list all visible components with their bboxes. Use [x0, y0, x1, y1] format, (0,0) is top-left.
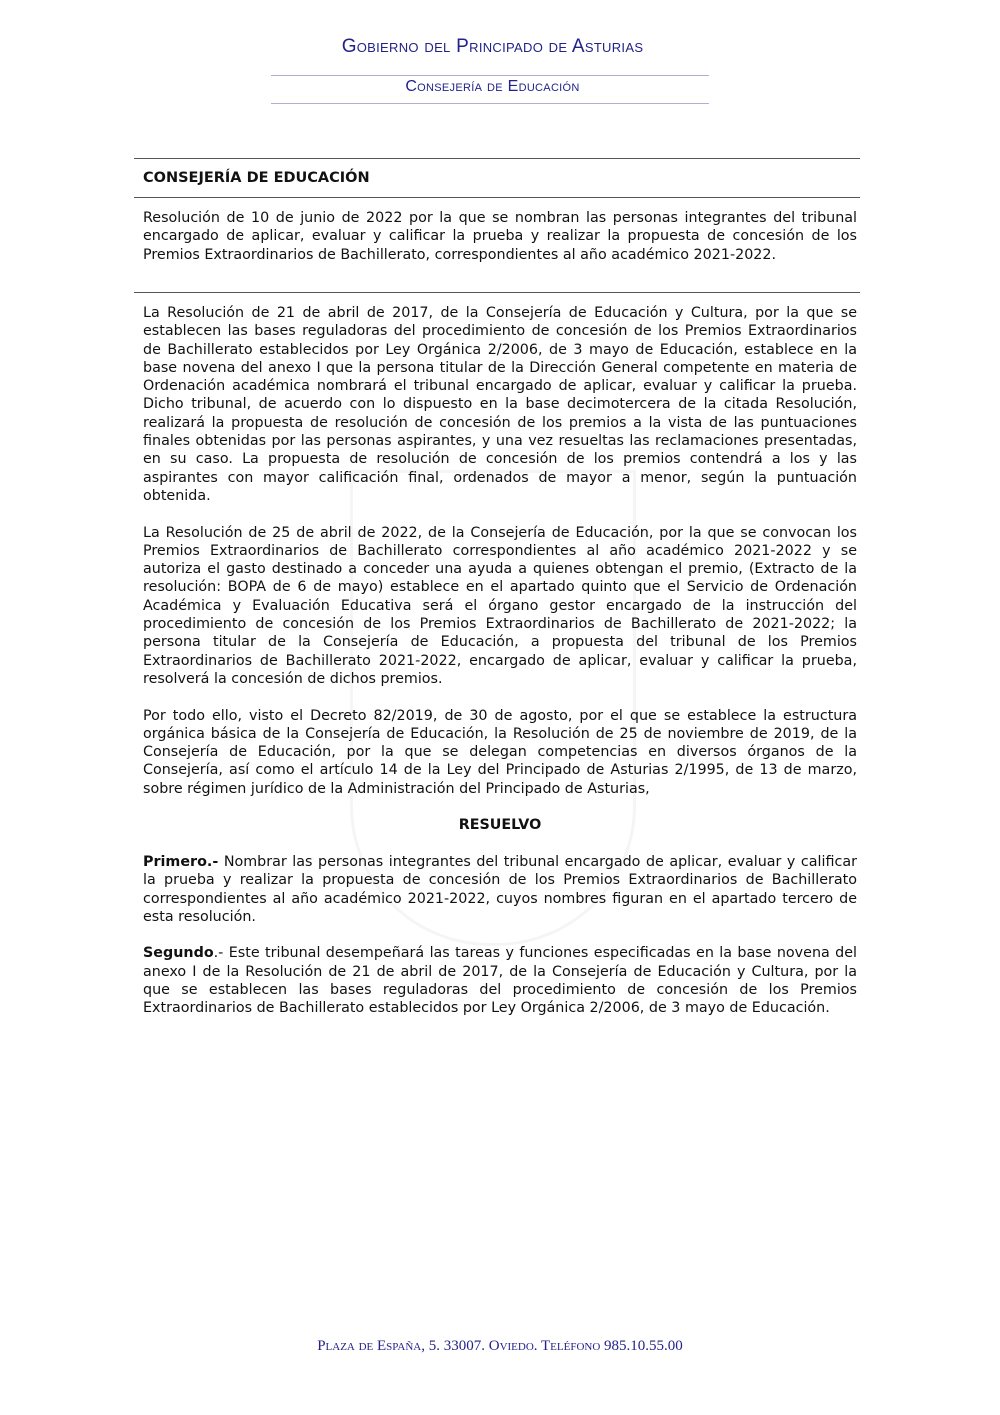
article-segundo	[143, 944, 857, 1017]
document-body	[143, 304, 857, 1036]
resuelvo-heading: RESUELVO	[458, 817, 542, 834]
resolution-summary: Resolución de 10 de junio de 2022 por la que se nombran las personas integrantes del tribunal encargado de aplicar, evaluar y calificar la prueba y realizar la propuesta de concesión de los Premios Extraordinarios de Bachillerato, correspondientes al año académico 2021-2022.	[143, 210, 857, 263]
section-rule	[134, 197, 860, 198]
article-sep: .-	[213, 945, 224, 962]
section-rule	[134, 158, 860, 159]
article-primero	[143, 853, 857, 926]
footer-address: Plaza de España, 5. 33007. Oviedo. Teléfono 985.10.55.00	[317, 1338, 683, 1354]
section-rule	[134, 292, 860, 293]
paragraph: La Resolución de 25 de abril de 2022, de la Consejería de Educación, por la que se convocan los Premios Extraordinarios de Bachillerato correspondientes al año académico 2021-2022 y se autoriza el gasto destinado a conceder una ayuda a quienes obtengan el premio, (Extracto de la resolución: BOPA de 6 de mayo) establece en el apartado quinto que el Servicio de Ordenación Académica y Evaluación Educativa será el órgano gestor encargado de la instrucción del procedimiento de concesión de los Premios Extraordinarios de Bachillerato de 2021-2022; la persona titular de la Consejería de Educación, a propuesta del tribunal de los Premios Extraordinarios de Bachillerato 2021-2022, encargado de aplicar, evaluar y calificar la prueba, resolverá la concesión de dichos premios.	[143, 524, 857, 687]
header-divider	[271, 103, 709, 104]
article-sep: .-	[206, 853, 219, 870]
header-government: Gobierno del Principado de Asturias	[341, 36, 644, 57]
paragraph: La Resolución de 21 de abril de 2017, de la Consejería de Educación y Cultura, por la que se establecen las bases reguladoras del procedimiento de concesión de los Premios Extraordinarios de Bachillerato establecidos por Ley Orgánica 2/2006, de 3 mayo de Educación, establece en la base novena del anexo I que la persona titular de la Dirección General competente en materia de Ordenación académica nombrará el tribunal encargado de aplicar, evaluar y calificar la prueba. Dicho tribunal, de acuerdo con lo dispuesto en la base decimotercera de la citada Resolución, realizará la propuesta de resolución de concesión de los premios a la vista de las puntuaciones finales obtenidas por las personas aspirantes, y una vez resueltas las reclamaciones presentadas, en su caso. La propuesta de resolución de concesión de los premios contendrá a los y las aspirantes con mayor calificación final, ordenados de mayor a menor, según la puntuación obtenida.	[143, 305, 857, 504]
paragraph: Por todo ello, visto el Decreto 82/2019, de 30 de agosto, por el que se establece la estructura orgánica básica de la Consejería de Educación, la Resolución de 25 de noviembre de 2019, de la Consejería de Educación, por la que se delegan competencias en diversos órganos de la Consejería, así como el artículo 14 de la Ley del Principado de Asturias 2/1995, de 13 de marzo, sobre régimen jurídico de la Administración del Principado de Asturias,	[143, 707, 857, 797]
article-text: Este tribunal desempeñará las tareas y funciones especificadas en la base novena del anexo I de la Resolución de 21 de abril de 2017, de la Consejería de Educación y Cultura, por la que se establecen las bases reguladoras del procedimiento de concesión de los Premios Extraordinarios de Bachillerato establecidos por Ley Orgánica 2/2006, de 3 mayo de Educación.	[143, 945, 857, 1017]
section-title: CONSEJERÍA DE EDUCACIÓN	[143, 170, 370, 186]
article-label: Segundo	[143, 945, 214, 962]
header-divider	[271, 75, 709, 76]
article-label: Primero	[143, 853, 207, 870]
header-department: Consejería de Educación	[405, 78, 580, 95]
article-text: Nombrar las personas integrantes del tribunal encargado de aplicar, evaluar y calificar la prueba y realizar la propuesta de concesión de los Premios Extraordinarios de Bachillerato correspondientes al año académico 2021-2022, cuyos nombres figuran en el apartado tercero de esta resolución.	[143, 853, 857, 925]
